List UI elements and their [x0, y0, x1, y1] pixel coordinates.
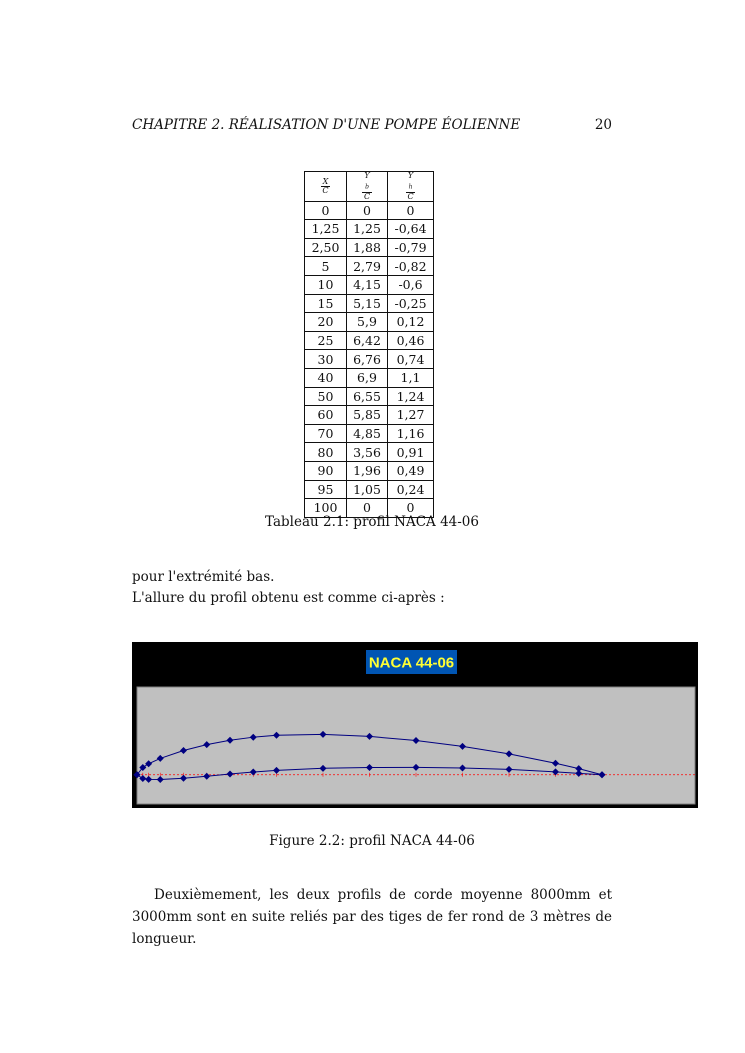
table-cell: 5,9: [347, 313, 388, 332]
table-cell: 0: [388, 499, 434, 518]
table-cell: 1,24: [388, 387, 434, 406]
naca-table: [304, 171, 434, 518]
table-cell: -0,25: [388, 294, 434, 313]
table-row: [305, 461, 434, 480]
table-cell: 80: [305, 443, 347, 462]
table-cell: 2,79: [347, 257, 388, 276]
body-paragraph: [132, 884, 612, 950]
table-cell: 10: [305, 275, 347, 294]
table-cell: 3,56: [347, 443, 388, 462]
table-cell: 4,85: [347, 424, 388, 443]
page-number: 20: [594, 117, 612, 133]
figure-caption: Figure 2.2: profil NACA 44-06: [269, 833, 475, 849]
table-row: [305, 350, 434, 369]
table-cell: 1,25: [305, 220, 347, 239]
text-line-2: L'allure du profil obtenu est comme ci-après :: [132, 590, 445, 606]
table-cell: 0: [347, 201, 388, 220]
table-row: [305, 406, 434, 425]
naca-profile-chart: [132, 642, 698, 808]
table-cell: 1,25: [347, 220, 388, 239]
table-cell: 20: [305, 313, 347, 332]
table-cell: 6,42: [347, 331, 388, 350]
table-cell: 0: [305, 201, 347, 220]
table-row: [305, 480, 434, 499]
table-cell: 5,15: [347, 294, 388, 313]
table-row: [305, 331, 434, 350]
table-cell: 1,27: [388, 406, 434, 425]
table-cell: 0,91: [388, 443, 434, 462]
table-cell: 1,88: [347, 238, 388, 257]
table-cell: 95: [305, 480, 347, 499]
table-cell: -0,6: [388, 275, 434, 294]
table-row: [305, 387, 434, 406]
chart-frame: [132, 642, 698, 808]
table-row: [305, 368, 434, 387]
table-row: [305, 257, 434, 276]
table-cell: 0,74: [388, 350, 434, 369]
table-cell: 0,49: [388, 461, 434, 480]
table-cell: 6,55: [347, 387, 388, 406]
table-row: [305, 275, 434, 294]
table-cell: 5,85: [347, 406, 388, 425]
table-cell: 15: [305, 294, 347, 313]
table-cell: -0,79: [388, 238, 434, 257]
table-caption: Tableau 2.1: profil NACA 44-06: [265, 514, 479, 530]
table-cell: 1,05: [347, 480, 388, 499]
table-cell: 50: [305, 387, 347, 406]
table-cell: 6,76: [347, 350, 388, 369]
table-row: [305, 238, 434, 257]
running-head: CHAPITRE 2. RÉALISATION D'UNE POMPE ÉOLIENNE: [132, 117, 521, 133]
table-cell: 70: [305, 424, 347, 443]
table-cell: 5: [305, 257, 347, 276]
table-cell: 0: [388, 201, 434, 220]
table-cell: 0,12: [388, 313, 434, 332]
table-cell: 100: [305, 499, 347, 518]
table-cell: 1,96: [347, 461, 388, 480]
chart-title: NACA 44-06: [368, 654, 455, 672]
table-cell: 6,9: [347, 368, 388, 387]
text-line-1: pour l'extrémité bas.: [132, 569, 275, 585]
table-cell: 4,15: [347, 275, 388, 294]
table-row: [305, 313, 434, 332]
header-yb-over-c: Y $_b$ C: [347, 172, 388, 202]
body-paragraph-text: Deuxièmement, les deux profils de corde moyenne 8000mm et 3000mm sont en suite reliés par des tiges de fer rond de 3 mètres de longueur.: [132, 887, 612, 947]
table-cell: 0,46: [388, 331, 434, 350]
table-cell: 30: [305, 350, 347, 369]
table-row: [305, 294, 434, 313]
header-x-over-c: $\frac{X}{C}$: [305, 172, 347, 202]
table-row: [305, 201, 434, 220]
table-cell: 2,50: [305, 238, 347, 257]
table-cell: 1,16: [388, 424, 434, 443]
table-cell: -0,82: [388, 257, 434, 276]
header-yh-over-c: Y $_h$ C: [388, 172, 434, 202]
table-row: [305, 443, 434, 462]
plot-area: [137, 687, 695, 804]
table-row: [305, 424, 434, 443]
table-cell: 40: [305, 368, 347, 387]
table-cell: 1,1: [388, 368, 434, 387]
table-cell: 90: [305, 461, 347, 480]
table-cell: -0,64: [388, 220, 434, 239]
table-cell: 25: [305, 331, 347, 350]
table-body: [305, 201, 434, 517]
table-cell: 60: [305, 406, 347, 425]
table-cell: 0: [347, 499, 388, 518]
table-row: [305, 220, 434, 239]
table-header-row: [305, 172, 434, 202]
table-cell: 0,24: [388, 480, 434, 499]
